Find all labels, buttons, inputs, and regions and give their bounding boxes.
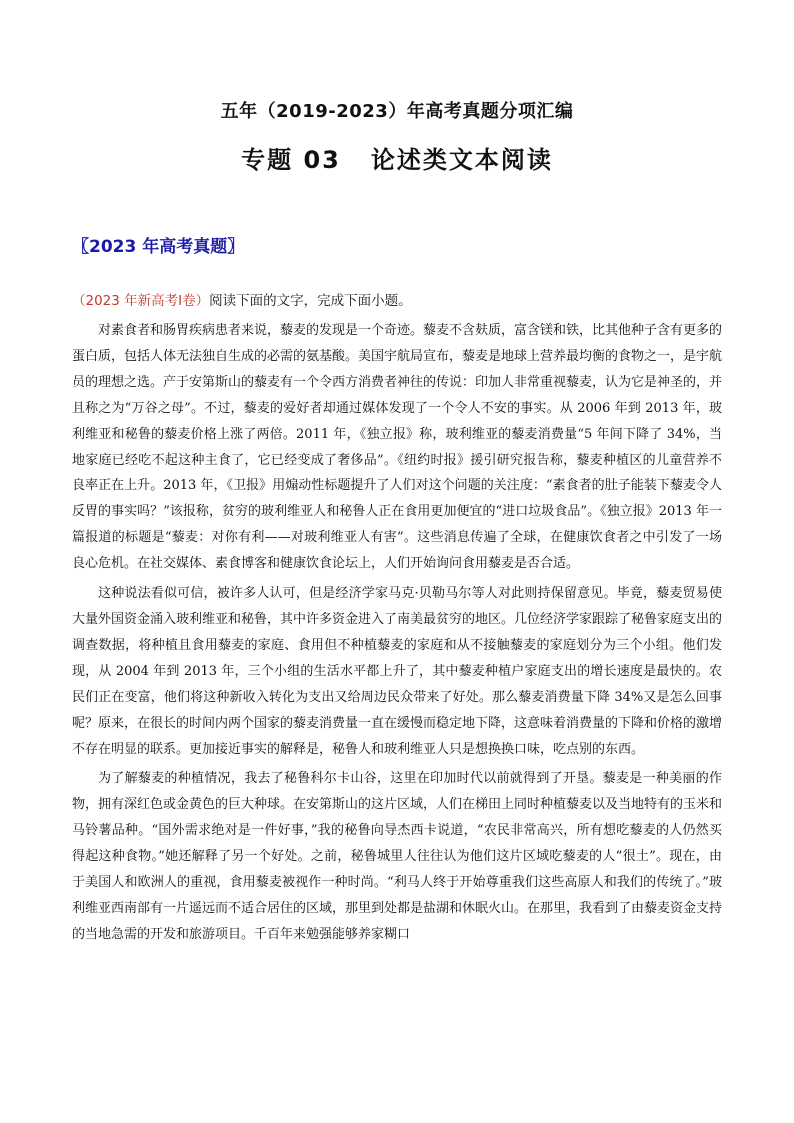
passage-paragraph-3: 为了解藜麦的种植情况，我去了秘鲁科尔卡山谷，这里在印加时代以前就得到了开垦。藜麦是一种美丽的作物，拥有深红色或金黄色的巨大种球。在安第斯山的这片区域，人们在梯田上同时种植藜麦以及当地特有的玉米和马铃薯品种。“国外需求绝对是一件好事，”我的秘鲁向导杰西卡说道，“农民非常高兴，所有想吃藜麦的人仍然买得起这种食物。”她还解释了另一个好处。之前，秘鲁城里人往往认为他们这片区域吃藜麦的人“很土”。现在，由于美国人和欧洲人的重视，食用藜麦被视作一种时尚。“利马人终于开始尊重我们这些高原人和我们的传统了。”玻利维亚西南部有一片遥远而不适合居住的区域，那里到处都是盐湖和休眠火山。在那里，我看到了由藜麦资金支持的当地急需的开发和旅游项目。千百年来勉强能够养家糊口	[72, 771, 723, 942]
reading-passage	[72, 318, 722, 948]
main-title: 五年（2019-2023）年高考真题分项汇编	[220, 101, 574, 122]
passage-paragraph-2: 这种说法看似可信，被许多人认可，但是经济学家马克·贝勒马尔等人对此则持保留意见。毕竟，藜麦贸易使大量外国资金涌入玻利维亚和秘鲁，其中许多资金进入了南美最贫穷的地区。几位经济学家跟踪了秘鲁家庭支出的调查数据，将种植且食用藜麦的家庭、食用但不种植藜麦的家庭和从不接触藜麦的家庭划分为三个小组。他们发现，从 2004 年到 2013 年，三个小组的生活水平都上升了，其中藜麦种植户家庭支出的增长速度是最快的。农民们正在变富，他们将这种新收入转化为支出又给周边民众带来了好处。那么藜麦消费量下降 34%又是怎么回事呢？原来，在很长的时间内两个国家的藜麦消费量一直在缓慢而稳定地下降，这意味着消费量的下降和价格的激增不存在明显的联系。更加接近事实的解释是，秘鲁人和玻利维亚人只是想换换口味，吃点别的东西。	[72, 586, 723, 757]
question-intro	[72, 291, 732, 311]
exam-source: （2023 年新高考Ⅰ卷）	[72, 293, 210, 309]
passage-paragraph-1: 对素食者和肠胃疾病患者来说，藜麦的发现是一个奇迹。藜麦不含麸质，富含镁和铁，比其他种子含有更多的蛋白质，包括人体无法独自生成的必需的氨基酸。美国宇航局宣布，藜麦是地球上营养最均衡的食物之一，是宇航员的理想之选。产于安第斯山的藜麦有一个令西方消费者神往的传说：印加人非常重视藜麦，认为它是神圣的，并且称之为“万谷之母”。不过，藜麦的爱好者却通过媒体发现了一个令人不安的事实。从 2006 年到 2013 年，玻利维亚和秘鲁的藜麦价格上涨了两倍。2011 年，《独立报》称，玻利维亚的藜麦消费量“5 年间下降了 34%，当地家庭已经吃不起这种主食了，它已经变成了奢侈品”。《纽约时报》援引研究报告称，藜麦种植区的儿童营养不良率正在上升。2013 年，《卫报》用煽动性标题提升了人们对这个问题的关注度：“素食者的肚子能装下藜麦令人反胃的事实吗？”该报称，贫穷的玻利维亚人和秘鲁人正在食用更加便宜的“进口垃圾食品”。《独立报》2013 年一篇报道的标题是“藜麦：对你有利——对玻利维亚人有害”。这些消息传遍了全球，在健康饮食者之中引发了一场良心危机。在社交媒体、素食博客和健康饮食论坛上，人们开始询问食用藜麦是否合适。	[72, 323, 723, 572]
sub-title-number: 专题 03	[241, 146, 341, 174]
sub-title	[0, 140, 794, 175]
instruction-text: 阅读下面的文字，完成下面小题。	[209, 293, 412, 309]
section-heading: 〖2023 年高考真题〗	[72, 237, 245, 257]
sub-title-topic: 论述类文本阅读	[370, 146, 553, 174]
